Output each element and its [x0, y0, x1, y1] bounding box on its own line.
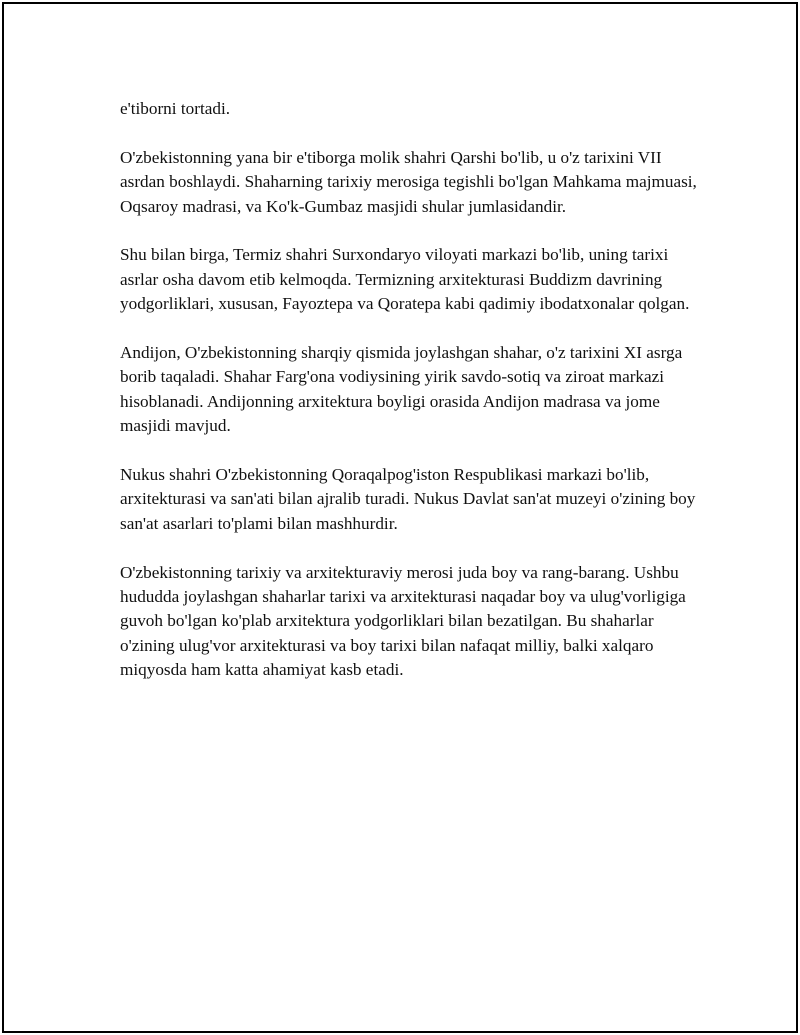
- document-page: [2, 2, 798, 1033]
- paragraph-conclusion: O'zbekistonning tarixiy va arxitekturaviy merosi juda boy va rang-barang. Ushbu hududda joylashgan shaharlar tarixi va arxitekturasi naqadar boy va ulug'vorligiga guvoh bo'lgan ko'plab arxitektura yodgorliklari bilan bezatilgan. Bu shaharlar o'zining ulug'vor arxitekturasi va boy tarixi bilan nafaqat milliy, balki xalqaro miqyosda ham katta ahamiyat kasb etadi.: [120, 562, 686, 680]
- paragraph-continuation: e'tiborni tortadi.: [120, 99, 231, 118]
- document-body: [120, 97, 710, 707]
- paragraph-andijon: Andijon, O'zbekistonning sharqiy qismida joylashgan shahar, o'z tarixini XI asrga borib taqaladi. Shahar Farg'ona vodiysining yirik savdo-sotiq va ziroat markazi hisoblanadi. Andijonning arxitektura boyligi orasida Andijon madrasa va jome masjidi mavjud.: [120, 343, 683, 436]
- paragraph-qarshi: O'zbekistonning yana bir e'tiborga molik shahri Qarshi bo'lib, u o'z tarixini VII asrdan boshlaydi. Shaharning tarixiy merosiga tegishli bo'lgan Mahkama majmuasi, Oqsaroy madrasi, va Ko'k-Gumbaz masjidi shular jumlasidandir.: [120, 147, 697, 216]
- paragraph-nukus: Nukus shahri O'zbekistonning Qoraqalpog'iston Respublikasi markazi bo'lib, arxitekturasi va san'ati bilan ajralib turadi. Nukus Davlat san'at muzeyi o'zining boy san'at asarlari to'plami bilan mashhurdir.: [120, 465, 696, 533]
- paragraph-termiz: Shu bilan birga, Termiz shahri Surxondaryo viloyati markazi bo'lib, uning tarixi asrlar osha davom etib kelmoqda. Termizning arxitekturasi Buddizm davrining yodgorliklari, xususan, Fayoztepa va Qoratepa kabi qadimiy ibodatxonalar qolgan.: [120, 245, 690, 314]
